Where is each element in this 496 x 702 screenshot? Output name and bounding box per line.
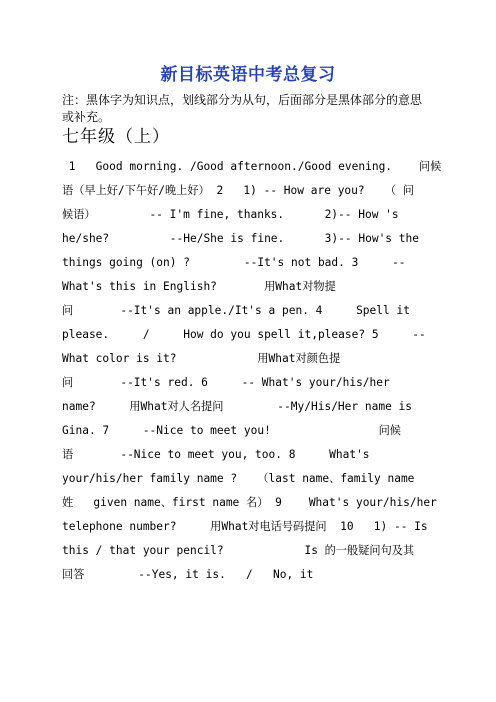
- text-line: 语（早上好/下午好/晚上好） 2 1) -- How are you? （ 问: [62, 184, 414, 197]
- text-line: 1 Good morning. /Good afternoon./Good evening. 问候: [62, 160, 442, 173]
- text-line: telephone number? 用What对电话号码提问 10 1) -- Is: [62, 520, 428, 533]
- text-line: 问 --It's red. 6 -- What's your/his/her: [62, 376, 390, 389]
- section-heading: 七年级（上）: [62, 127, 170, 147]
- text-line: 回答 --Yes, it is. / No, it: [62, 568, 314, 581]
- text-line: What's this in English? 用What对物提: [62, 280, 336, 293]
- text-line: What color is it? 用What对颜色提: [62, 352, 341, 365]
- note-paragraph: 注：黑体字为知识点，划线部分为从句，后面部分是黑体部分的意思或补充。: [62, 93, 423, 124]
- text-line: he/she? --He/She is fine. 3)-- How's the: [62, 232, 419, 245]
- text-line: your/his/her family name ? （last name、family name: [62, 472, 415, 485]
- text-line: please. / How do you spell it,please? 5 --: [62, 328, 426, 341]
- text-line: 候语） -- I'm fine, thanks. 2)-- How 's: [62, 208, 399, 221]
- text-line: name? 用What对人名提问 --My/His/Her name is: [62, 400, 413, 413]
- text-line: 语 --Nice to meet you, too. 8 What's: [62, 448, 370, 461]
- text-line: things going (on) ? --It's not bad. 3 --: [62, 256, 406, 269]
- document-title: 新目标英语中考总复习: [160, 65, 336, 85]
- text-line: Gina. 7 --Nice to meet you! 问候: [62, 424, 401, 437]
- text-line: this / that your pencil? Is 的一般疑问句及其: [62, 544, 415, 557]
- text-line: 问 --It's an apple./It's a pen. 4 Spell it: [62, 304, 410, 317]
- text-line: 姓 given name、first name 名） 9 What's your/his/her: [62, 496, 437, 509]
